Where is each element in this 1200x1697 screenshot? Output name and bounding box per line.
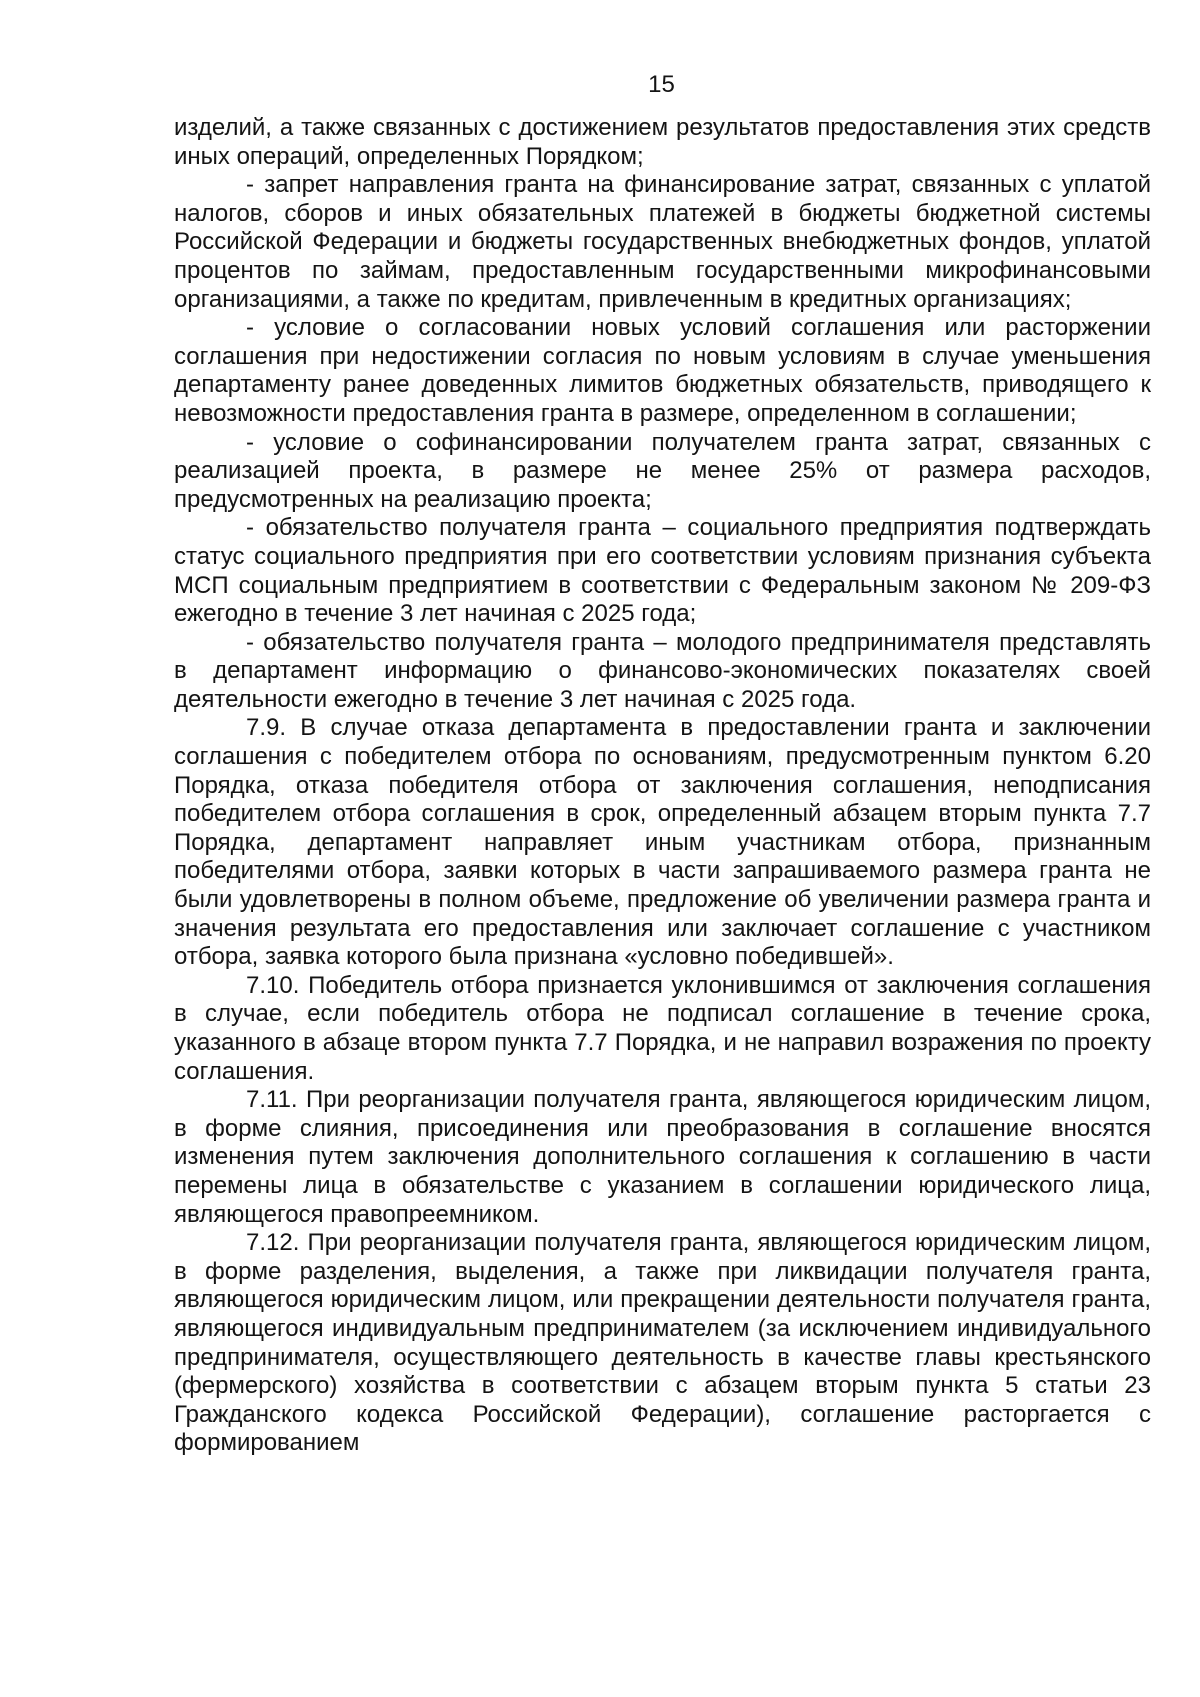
paragraph-bullet-agreement-conditions: - условие о согласовании новых условий соглашения или расторжении соглашения при недостижении согласия по новым условиям в случае уменьшения департаменту ранее доведенных лимитов бюджетных обязательств, приводящего к невозможности предоставления гранта в размере, определенном в соглашении;	[174, 314, 1151, 427]
paragraph-section-7-10: 7.10. Победитель отбора признается уклонившимся от заключения соглашения в случае, если победитель отбора не подписал соглашение в течение срока, указанного в абзаце втором пункта 7.7 Порядка, и не направил возражения по проекту соглашения.	[174, 971, 1151, 1085]
paragraph-continuation: изделий, а также связанных с достижением результатов предоставления этих средств иных операций, определенных Порядком;	[174, 114, 1151, 170]
paragraph-bullet-tax-restriction: - запрет направления гранта на финансирование затрат, связанных с уплатой налогов, сборов и иных обязательных платежей в бюджеты бюджетной системы Российской Федерации и бюджеты государственных внебюджетных фондов, уплатой процентов по займам, предоставленным государственными микрофинансовыми организациями, а также по кредитам, привлеченным в кредитных организациях;	[174, 171, 1151, 313]
paragraph-bullet-cofinancing: - условие о софинансировании получателем гранта затрат, связанных с реализацией проекта, в размере не менее 25% от размера расходов, предусмотренных на реализацию проекта;	[174, 428, 1151, 513]
paragraph-section-7-11: 7.11. При реорганизации получателя гранта, являющегося юридическим лицом, в форме слияния, присоединения или преобразования в соглашение вносятся изменения путем заключения дополнительного соглашения к соглашению в части перемены лица в обязательстве с указанием в соглашении юридического лица, являющегося правопреемником.	[174, 1086, 1151, 1228]
paragraph-section-7-12: 7.12. При реорганизации получателя гранта, являющегося юридическим лицом, в форме разделения, выделения, а также при ликвидации получателя гранта, являющегося юридическим лицом, или прекращении деятельности получателя гранта, являющегося индивидуальным предпринимателем (за исключением индивидуального предпринимателя, осуществляющего деятельность в качестве главы крестьянского (фермерского) хозяйства в соответствии с абзацем вторым пункта 5 статьи 23 Гражданского кодекса Российской Федерации), соглашение расторгается с формированием	[174, 1229, 1151, 1457]
paragraph-bullet-young-entrepreneur: - обязательство получателя гранта – молодого предпринимателя представлять в департамент информацию о финансово-экономических показателях своей деятельности ежегодно в течение 3 лет начиная с 2025 года.	[174, 628, 1151, 713]
page-number: 15	[648, 71, 675, 98]
document-body	[174, 114, 1151, 1458]
paragraph-bullet-social-enterprise: - обязательство получателя гранта – социального предприятия подтверждать статус социального предприятия при его соответствии условиям признания субъекта МСП социальным предприятием в соответствии с Федеральным законом № 209-ФЗ ежегодно в течение 3 лет начиная с 2025 года;	[174, 514, 1151, 628]
paragraph-section-7-9: 7.9. В случае отказа департамента в предоставлении гранта и заключении соглашения с победителем отбора по основаниям, предусмотренным пунктом 6.20 Порядка, отказа победителя отбора от заключения соглашения, неподписания победителем отбора соглашения в срок, определенный абзацем вторым пункта 7.7 Порядка, департамент направляет иным участникам отбора, признанным победителями отбора, заявки которых в части запрашиваемого размера гранта не были удовлетворены в полном объеме, предложение об увеличении размера гранта и значения результата его предоставления или заключает соглашение с участником отбора, заявка которого была признана «условно победившей».	[174, 714, 1151, 971]
